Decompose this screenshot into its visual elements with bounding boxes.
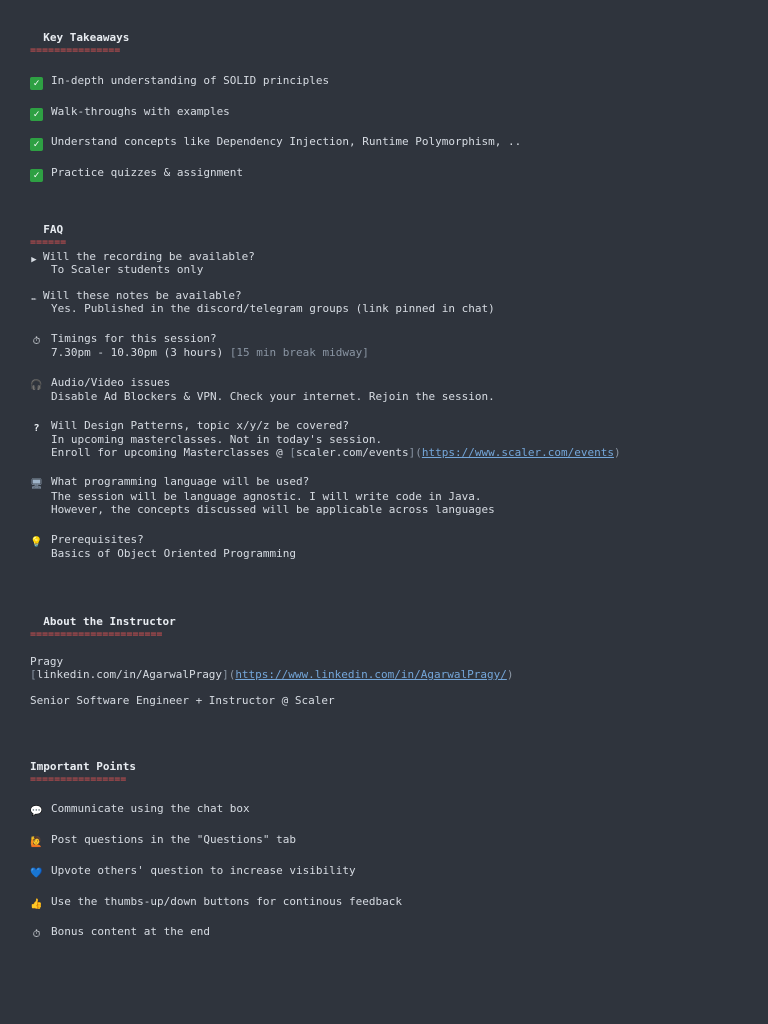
point-text: Communicate using the chat box: [51, 802, 250, 815]
play-icon: ▶: [31, 255, 37, 265]
takeaway-item: [30, 166, 243, 179]
faq-answer: Yes. Published in the discord/telegram groups (link pinned in chat): [51, 302, 495, 315]
faq-question: [30, 419, 349, 432]
takeaway-text: Understand concepts like Dependency Injection, Runtime Polymorphism, ..: [51, 135, 522, 148]
faq-answer: Basics of Object Oriented Programming: [51, 547, 297, 560]
check-icon: ✓: [30, 108, 43, 121]
point-text: Post questions in the "Questions" tab: [51, 833, 297, 846]
speech-bubble-icon: 💬: [30, 806, 43, 817]
faq-answer: Disable Ad Blockers & VPN. Check your internet. Rejoin the session.: [51, 390, 495, 403]
question-text: Will Design Patterns, topic x/y/z be covered?: [51, 419, 350, 432]
blue-heart-icon: 💙: [30, 868, 43, 879]
faq-question: [30, 332, 217, 345]
check-icon: ✓: [30, 169, 43, 182]
question-icon: ?: [33, 423, 40, 434]
stopwatch-icon: ⏱: [32, 336, 41, 347]
faq-question: [30, 475, 309, 488]
instructor-role: Senior Software Engineer + Instructor @ Scaler: [30, 694, 335, 707]
faq-answer-link-line: [30, 446, 621, 459]
monitor-icon: 🖥: [30, 479, 43, 490]
link-text[interactable]: scaler.com/events: [296, 446, 409, 459]
point-text: Upvote others' question to increase visibility: [51, 864, 356, 877]
link-bracket: ]: [408, 446, 416, 459]
takeaway-item: [30, 74, 329, 87]
point-text: Bonus content at the end: [51, 925, 210, 938]
raised-hand-icon: 🙋: [30, 837, 43, 848]
faq-question: [30, 533, 144, 546]
heading-underline: ===============: [30, 45, 121, 56]
instructor-link-line: [30, 668, 513, 681]
section-heading-key-takeaways: [30, 31, 129, 44]
heading-text: About the Instructor: [43, 615, 176, 628]
link-text[interactable]: linkedin.com/in/AgarwalPragy: [36, 668, 223, 681]
point-item: [30, 802, 250, 815]
heading-underline: ======================: [30, 629, 163, 640]
faq-question: [30, 250, 255, 263]
heading-text: Key Takeaways: [43, 31, 130, 44]
point-text: Use the thumbs-up/down buttons for continous feedback: [51, 895, 402, 908]
takeaway-item: [30, 135, 521, 148]
heading-text: FAQ: [43, 223, 64, 236]
linkedin-link[interactable]: https://www.linkedin.com/in/AgarwalPragy/: [235, 668, 507, 681]
thumbs-up-icon: 👍: [30, 899, 43, 910]
check-icon: ✓: [30, 77, 43, 90]
heading-text: Important Points: [30, 760, 136, 773]
takeaway-item: [30, 105, 230, 118]
question-text: Will these notes be available?: [43, 289, 242, 302]
link-paren: (: [415, 446, 422, 459]
section-heading-faq: [30, 223, 63, 236]
takeaway-text: In-depth understanding of SOLID principles: [51, 74, 330, 87]
faq-answer: The session will be language agnostic. I will write code in Java.: [51, 490, 482, 503]
check-icon: ✓: [30, 138, 43, 151]
instructor-name: Pragy: [30, 655, 64, 668]
answer-text: Enroll for upcoming Masterclasses @: [51, 446, 290, 459]
link-paren: (: [228, 668, 236, 681]
heading-underline: ======: [30, 237, 67, 248]
question-text: Prerequisites?: [51, 533, 144, 546]
faq-answer: [30, 346, 369, 359]
question-text: Will the recording be available?: [43, 250, 255, 263]
question-text: Timings for this session?: [51, 332, 217, 345]
heading-underline: ================: [30, 774, 127, 785]
scaler-events-link[interactable]: https://www.scaler.com/events: [421, 446, 614, 459]
takeaway-text: Walk-throughs with examples: [51, 105, 230, 118]
headphones-icon: 🎧: [30, 380, 43, 391]
link-paren: ): [613, 446, 621, 459]
point-item: [30, 864, 356, 877]
faq-question: [30, 376, 170, 389]
link-bracket: [: [30, 668, 37, 681]
section-heading-instructor: [30, 615, 176, 628]
link-paren: ): [506, 668, 514, 681]
point-item: [30, 833, 296, 846]
faq-question: [30, 289, 242, 302]
lightbulb-icon: 💡: [30, 537, 43, 548]
link-bracket: [: [289, 446, 297, 459]
stopwatch-icon: ⏱: [32, 929, 41, 940]
link-bracket: ]: [222, 668, 229, 681]
faq-answer: However, the concepts discussed will be applicable across languages: [51, 503, 495, 516]
takeaway-text: Practice quizzes & assignment: [51, 166, 244, 179]
question-text: What programming language will be used?: [51, 475, 310, 488]
section-heading-important-points: [30, 760, 136, 773]
answer-text: 7.30pm - 10.30pm (3 hours): [51, 346, 230, 359]
answer-bracket-text: [15 min break midway]: [229, 346, 369, 359]
faq-answer: To Scaler students only: [51, 263, 204, 276]
point-item: [30, 895, 402, 908]
question-text: Audio/Video issues: [51, 376, 171, 389]
pencil-icon: ✏: [31, 294, 37, 304]
point-item: [30, 925, 210, 938]
faq-answer: In upcoming masterclasses. Not in today's session.: [51, 433, 383, 446]
